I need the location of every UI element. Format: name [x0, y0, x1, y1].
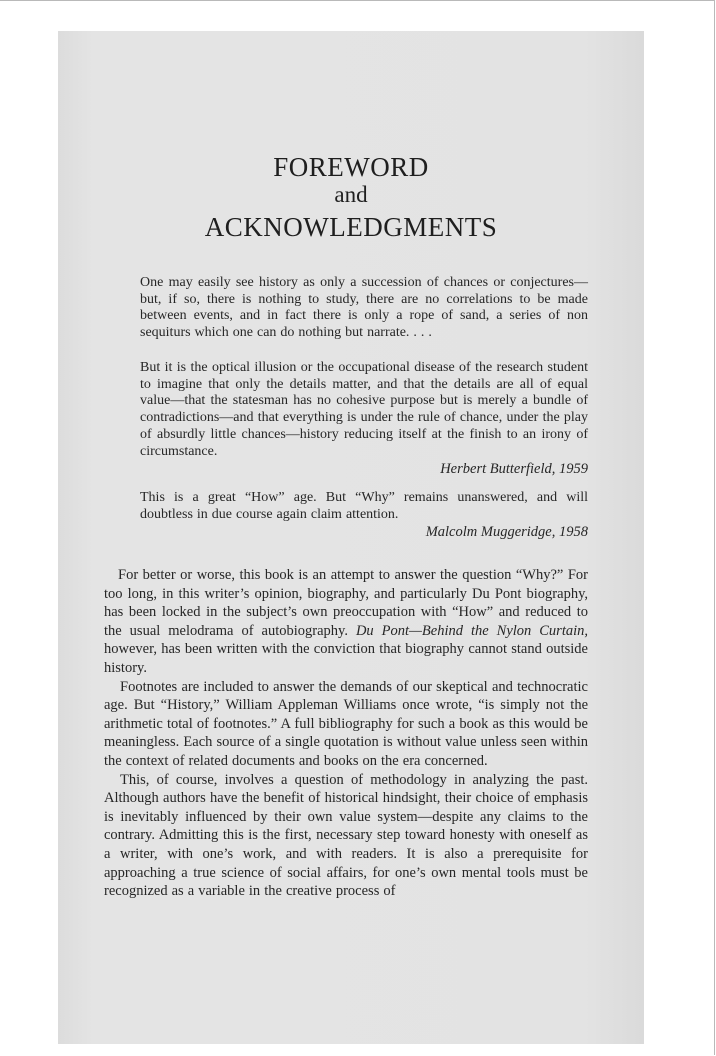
paragraph-1-text-a: For better or worse, this book is an attempt to answer the question “Why?” For too long, in this writer’s opinion, biography, and particularly Du Pont biography, has been locked in the subject’s own preoccupation with “How” and reduced to the usual melodrama of autobiography.: [104, 567, 588, 639]
paragraph-1: [104, 566, 588, 678]
epigraph-text: This is a great “How” age. But “Why” remains unanswered, and will doubtless in due course again claim attention.: [140, 490, 588, 522]
paragraph-2: Footnotes are included to answer the demands of our skeptical and technocratic age. But “History,” William Appleman Williams once wrote, “is simply not the arithmetic total of footnotes.” A full bibliography for such a book as this would be meaningless. Each source of a single quotation is without value unless seen within the context of related documents and books on the era concerned.: [104, 678, 588, 769]
heading-foreword: FOREWORD: [273, 152, 429, 182]
paragraph-1-text-b: however, has been written with the conviction that biography cannot stand outside history.: [104, 641, 588, 676]
epigraph-3: [140, 490, 588, 541]
epigraph-1: [140, 275, 588, 342]
epigraph-attribution: Malcolm Muggeridge, 1958: [425, 524, 588, 541]
heading-acknowledgments: ACKNOWLEDGMENTS: [204, 212, 498, 242]
body-text: [104, 566, 588, 901]
epigraph-text: One may easily see history as only a succession of chances or conjectures—but, if so, there is nothing to study, there are no correlations to be made between events, and in fact there is only a rope of sand, a series of non sequiturs which one can do nothing but narrate. . . .: [140, 275, 588, 341]
epigraph-2: [140, 360, 588, 478]
scanned-page: [58, 31, 644, 1044]
paragraph-3: This, of course, involves a question of methodology in analyzing the past. Although authors have the benefit of historical hindsight, their choice of emphasis is inevitably influenced by their own value system—despite any claims to the contrary. Admitting this is the first, necessary step toward honesty with oneself as a writer, with one’s work, and with readers. It is also a prerequisite for approaching a true science of social affairs, for one’s own mental tools must be recognized as a variable in the creative process of: [104, 771, 588, 900]
epigraph-attribution: Herbert Butterfield, 1959: [440, 461, 588, 478]
heading-and: and: [334, 182, 368, 207]
book-title: Du Pont—Behind the Nylon Curtain,: [355, 622, 588, 639]
epigraph-text: But it is the optical illusion or the occupational disease of the research student to imagine that only the details matter, and that the details are all of equal value—that the statesman has no cohesive purpose but is merely a bundle of contradictions—and that everything is under the rule of chance, under the play of absurdly little chances—history reducing itself at the finish to an irony of circumstance.: [140, 360, 588, 459]
